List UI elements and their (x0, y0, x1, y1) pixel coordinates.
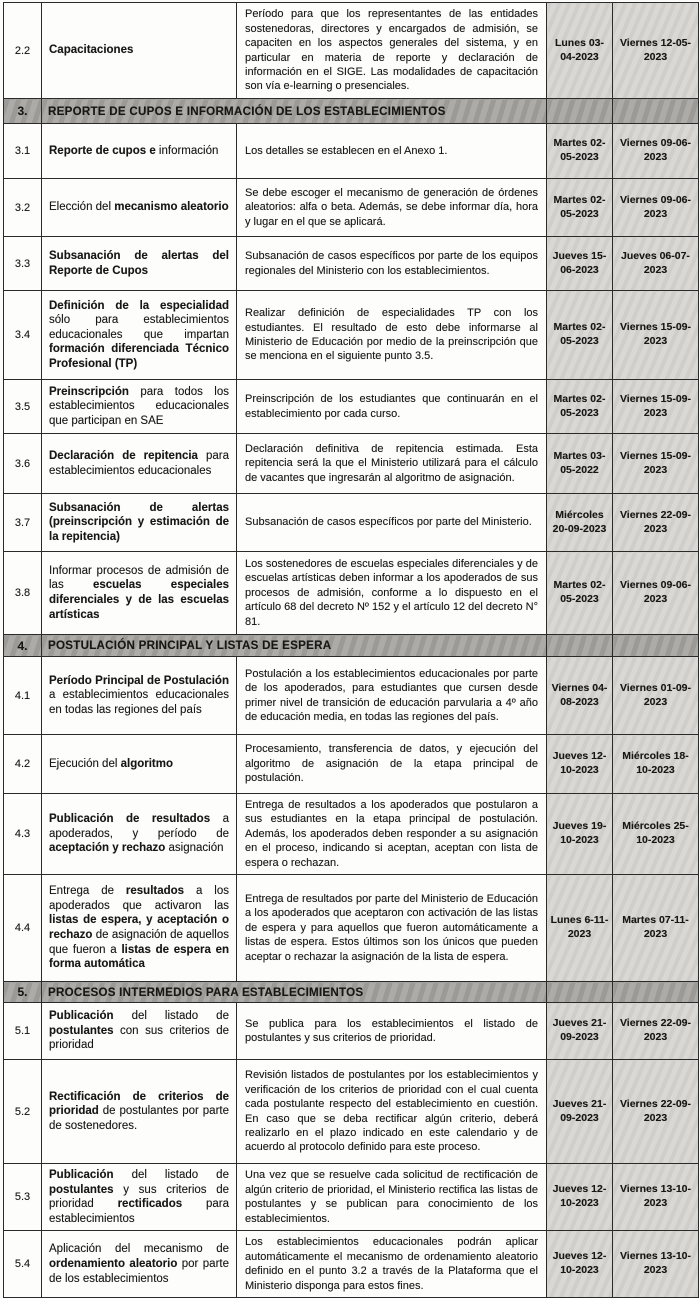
end-date: Viernes 01-09-2023 (613, 657, 699, 735)
activity-row (4, 1060, 699, 1164)
activity-title: Elección del mecanismo aleatorio (42, 179, 237, 237)
activity-description: Los sostenedores de escuelas especiales diferenciales y de escuelas artísticas deben informar a los apoderados de sus procesos de admisión, conforme a lo dispuesto en el artículo 68 del decreto Nº 152 y el artículo 12 del decreto N° 81. (237, 552, 547, 635)
row-number: 3.7 (4, 494, 42, 552)
start-date: Martes 02-05-2023 (547, 380, 613, 434)
activity-description: Período para que los representantes de las entidades sostenedoras, directores y encargados de admisión, se capaciten en los aspectos generales del sistema, y en particular en materia de reporte y declaración de información en el SIGE. Las modalidades de capacitación son vía e-learning o presenciales. (237, 3, 547, 99)
end-date: Viernes 22-09-2023 (613, 1060, 699, 1164)
activity-title: Capacitaciones (42, 3, 237, 99)
start-date: Jueves 12-10-2023 (547, 735, 613, 794)
row-number: 4.4 (4, 875, 42, 982)
start-date: Lunes 6-11-2023 (547, 875, 613, 982)
activity-title: Subsanación de alertas (preinscripción y estimación de la repitencia) (42, 494, 237, 552)
activity-description: Se publica para los establecimientos el listado de postulantes y sus criterios de prioridad. (237, 1003, 547, 1060)
end-date: Viernes 22-09-2023 (613, 1003, 699, 1060)
activity-description: Postulación a los establecimientos educacionales por parte de los apoderados, para estudiantes que cursen desde primer nivel de transición de educación parvularia a 4º año de educación media, en todas las regiones del país. (237, 657, 547, 735)
activity-row (4, 494, 699, 552)
start-date: Martes 02-05-2023 (547, 291, 613, 380)
row-number: 4.3 (4, 794, 42, 875)
start-date: Martes 02-05-2023 (547, 552, 613, 635)
activity-row (4, 657, 699, 735)
start-date: Lunes 03-04-2023 (547, 3, 613, 99)
start-date: Jueves 12-10-2023 (547, 1164, 613, 1231)
row-number: 3.8 (4, 552, 42, 635)
section-header-row (4, 99, 699, 124)
row-number: 3.1 (4, 124, 42, 179)
section-title: REPORTE DE CUPOS E INFORMACIÓN DE LOS ESTABLECIMIENTOS (42, 99, 547, 124)
end-date: Viernes 15-09-2023 (613, 291, 699, 380)
activity-title: Preinscripción para todos los establecimientos educacionales que participan en SAE (42, 380, 237, 434)
start-date: Jueves 12-10-2023 (547, 1231, 613, 1298)
start-date: Jueves 19-10-2023 (547, 794, 613, 875)
start-date: Jueves 15-06-2023 (547, 237, 613, 291)
end-date: Martes 07-11-2023 (613, 875, 699, 982)
activity-row (4, 1231, 699, 1298)
section-header-row (4, 982, 699, 1003)
activity-title: Publicación del listado de postulantes con sus criterios de prioridad (42, 1003, 237, 1060)
start-date: Jueves 21-09-2023 (547, 1003, 613, 1060)
row-number: 5.4 (4, 1231, 42, 1298)
activity-title: Definición de la especialidad sólo para establecimientos educacionales que impartan formación diferenciada Técnico Profesional (TP) (42, 291, 237, 380)
activity-row (4, 124, 699, 179)
start-date-cell (547, 982, 613, 1003)
row-number: 5.3 (4, 1164, 42, 1231)
activity-title: Declaración de repitencia para establecimientos educacionales (42, 434, 237, 494)
admission-calendar-table (3, 2, 699, 1298)
activity-description: Los detalles se establecen en el Anexo 1. (237, 124, 547, 179)
row-number: 3.4 (4, 291, 42, 380)
end-date: Miércoles 18-10-2023 (613, 735, 699, 794)
start-date-cell (547, 635, 613, 657)
end-date: Viernes 15-09-2023 (613, 380, 699, 434)
row-number: 4. (4, 635, 42, 657)
activity-description: Subsanación de casos específicos por parte de los equipos regionales del Ministerio con los establecimientos. (237, 237, 547, 291)
start-date: Martes 02-05-2023 (547, 124, 613, 179)
row-number: 3.5 (4, 380, 42, 434)
activity-row (4, 179, 699, 237)
end-date: Viernes 15-09-2023 (613, 434, 699, 494)
start-date-cell (547, 99, 613, 124)
calendar-table-body (4, 3, 699, 1298)
row-number: 3.3 (4, 237, 42, 291)
section-title: POSTULACIÓN PRINCIPAL Y LISTAS DE ESPERA (42, 635, 547, 657)
end-date: Jueves 06-07-2023 (613, 237, 699, 291)
activity-row (4, 1003, 699, 1060)
activity-row (4, 380, 699, 434)
activity-title: Publicación del listado de postulantes y sus criterios de prioridad rectificados para establecimientos (42, 1164, 237, 1231)
activity-title: Publicación de resultados a apoderados, y período de aceptación y rechazo asignación (42, 794, 237, 875)
activity-title: Entrega de resultados a los apoderados que activaron las listas de espera, y aceptación o rechazo de asignación de aquellos que fueron a listas de espera en forma automática (42, 875, 237, 982)
activity-row (4, 1164, 699, 1231)
activity-row (4, 434, 699, 494)
end-date-cell (613, 99, 699, 124)
activity-row (4, 291, 699, 380)
activity-description: Los establecimientos educacionales podrán aplicar automáticamente el mecanismo de ordenamiento aleatorio definido en el punto 3.2 a través de la Plataforma que el Ministerio disponga para estos fines. (237, 1231, 547, 1298)
end-date: Viernes 13-10-2023 (613, 1231, 699, 1298)
activity-row (4, 237, 699, 291)
row-number: 5. (4, 982, 42, 1003)
activity-description: Entrega de resultados por parte del Ministerio de Educación a los apoderados que aceptaron con activación de las listas de espera y para aquellos que fueron automáticamente a listas de espera. Estos últimos son los únicos que pueden aceptar o rechazar la asignación de la lista de espera. (237, 875, 547, 982)
activity-description: Declaración definitiva de repitencia estimada. Esta repitencia será la que el Ministerio utilizará para el cálculo de vacantes que ingresarán al algoritmo de asignación. (237, 434, 547, 494)
start-date: Martes 03-05-2022 (547, 434, 613, 494)
end-date-cell (613, 635, 699, 657)
activity-description: Se debe escoger el mecanismo de generación de órdenes aleatorios: alfa o beta. Además, se debe informar día, hora y lugar en el que se aplicará. (237, 179, 547, 237)
activity-description: Realizar definición de especialidades TP con los estudiantes. El resultado de esto debe informarse al Ministerio de Educación por medio de la preinscripción que se menciona en el siguiente punto 3.5. (237, 291, 547, 380)
row-number: 5.2 (4, 1060, 42, 1164)
activity-row (4, 552, 699, 635)
start-date: Jueves 21-09-2023 (547, 1060, 613, 1164)
activity-description: Procesamiento, transferencia de datos, y ejecución del algoritmo de asignación de la etapa principal de postulación. (237, 735, 547, 794)
start-date: Viernes 04-08-2023 (547, 657, 613, 735)
end-date-cell (613, 982, 699, 1003)
activity-title: Subsanación de alertas del Reporte de Cupos (42, 237, 237, 291)
activity-row (4, 875, 699, 982)
row-number: 3.2 (4, 179, 42, 237)
activity-description: Revisión listados de postulantes por los establecimientos y verificación de los criterios de prioridad con el cual cuenta cada postulante respecto del establecimiento en cuestión. En caso que se deba rectificar algún criterio, deberá realizarlo en el plazo indicado en este calendario y de acuerdo al protocolo definido para este proceso. (237, 1060, 547, 1164)
row-number: 4.1 (4, 657, 42, 735)
section-header-row (4, 635, 699, 657)
end-date: Viernes 09-06-2023 (613, 179, 699, 237)
activity-title: Reporte de cupos e información (42, 124, 237, 179)
end-date: Miércoles 25-10-2023 (613, 794, 699, 875)
end-date: Viernes 12-05-2023 (613, 3, 699, 99)
activity-title: Ejecución del algoritmo (42, 735, 237, 794)
activity-title: Rectificación de criterios de prioridad de postulantes por parte de sostenedores. (42, 1060, 237, 1164)
end-date: Viernes 13-10-2023 (613, 1164, 699, 1231)
activity-description: Una vez que se resuelve cada solicitud de rectificación de algún criterio de prioridad, el Ministerio rectifica las listas de postulantes y se publican para conocimiento de los establecimientos. (237, 1164, 547, 1231)
start-date: Martes 02-05-2023 (547, 179, 613, 237)
end-date: Viernes 09-06-2023 (613, 552, 699, 635)
row-number: 4.2 (4, 735, 42, 794)
section-title: PROCESOS INTERMEDIOS PARA ESTABLECIMIENTOS (42, 982, 547, 1003)
row-number: 3. (4, 99, 42, 124)
end-date: Viernes 09-06-2023 (613, 124, 699, 179)
activity-description: Subsanación de casos específicos por parte del Ministerio. (237, 494, 547, 552)
activity-title: Aplicación del mecanismo de ordenamiento aleatorio por parte de los establecimientos (42, 1231, 237, 1298)
activity-row (4, 794, 699, 875)
activity-description: Entrega de resultados a los apoderados que postularon a sus estudiantes en la etapa principal de postulación. Además, los apoderados deben responder a su asignación en el proceso, indicando si aceptan, aceptan con lista de espera o rechazan. (237, 794, 547, 875)
row-number: 2.2 (4, 3, 42, 99)
activity-title: Informar procesos de admisión de las escuelas especiales diferenciales y de las escuelas artísticas (42, 552, 237, 635)
activity-title: Período Principal de Postulación a establecimientos educacionales en todas las regiones del país (42, 657, 237, 735)
start-date: Miércoles 20-09-2023 (547, 494, 613, 552)
activity-row (4, 735, 699, 794)
row-number: 5.1 (4, 1003, 42, 1060)
row-number: 3.6 (4, 434, 42, 494)
activity-description: Preinscripción de los estudiantes que continuarán en el establecimiento por cada curso. (237, 380, 547, 434)
activity-row (4, 3, 699, 99)
end-date: Viernes 22-09-2023 (613, 494, 699, 552)
